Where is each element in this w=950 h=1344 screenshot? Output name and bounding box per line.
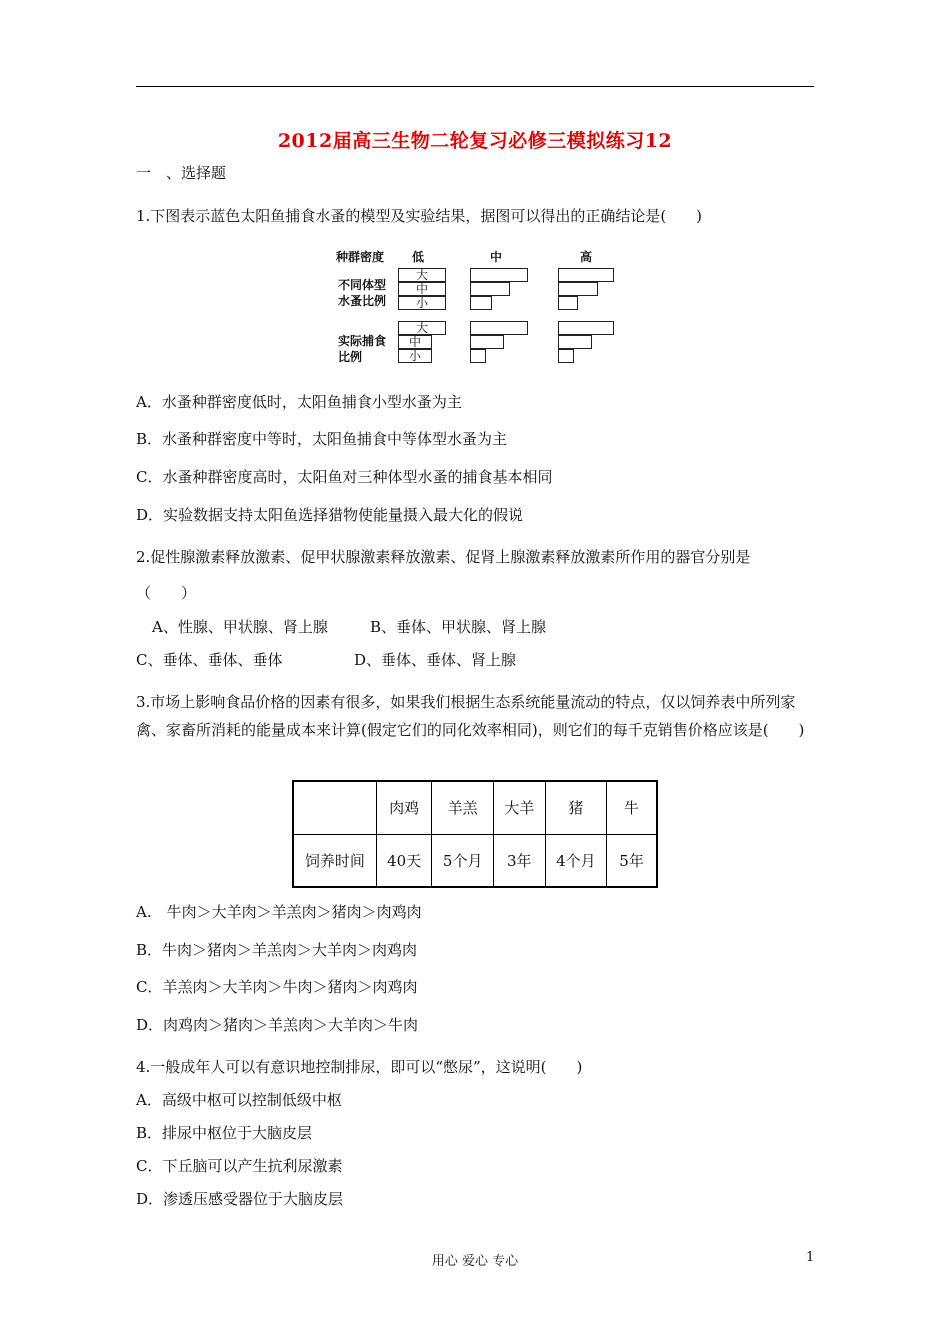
fig-bar-r1-high-mid bbox=[558, 282, 598, 296]
fig-bar-r2-mid-mid bbox=[470, 335, 504, 349]
table-cell: 3年 bbox=[493, 834, 545, 887]
fig-bar-r2-low-small: 小 bbox=[398, 349, 432, 363]
table-header-cell: 肉鸡 bbox=[376, 781, 432, 834]
q3-option-d: D．肉鸡肉＞猪肉＞羊羔肉＞大羊肉＞牛肉 bbox=[136, 1016, 419, 1034]
fig-bar-r2-high-small bbox=[558, 349, 574, 363]
q1-option-a: A．水蚤种群密度低时，太阳鱼捕食小型水蚤为主 bbox=[136, 393, 462, 411]
q3-stem: 3.市场上影响食品价格的因素有很多，如果我们根据生态系统能量流动的特点，仅以饲养表中所列家禽、家畜所消耗的能量成本来计算(假定它们的同化效率相同)，则它们的每千克销售价格应该是( ) bbox=[136, 693, 805, 739]
q2-stem: 2.促性腺激素释放激素、促甲状腺激素释放激素、促肾上腺激素释放激素所作用的器官分别是 bbox=[136, 548, 751, 566]
q3-option-a: A. 牛肉＞大羊肉＞羊羔肉＞猪肉＞肉鸡肉 bbox=[136, 903, 422, 921]
q3-option-b: B．牛肉＞猪肉＞羊羔肉＞大羊肉＞肉鸡肉 bbox=[136, 941, 418, 959]
q1-stem: 1.下图表示蓝色太阳鱼捕食水蚤的模型及实验结果，据图可以得出的正确结论是( ) bbox=[136, 207, 703, 225]
fig-bar-r1-high-small bbox=[558, 296, 578, 310]
q4-option-c: C．下丘脑可以产生抗利尿激素 bbox=[136, 1157, 343, 1175]
q4-option-b: B．排尿中枢位于大脑皮层 bbox=[136, 1124, 313, 1142]
fig-density-mid: 中 bbox=[490, 250, 503, 264]
fig-bar-r2-low-large: 大 bbox=[398, 321, 446, 335]
table-header-cell: 猪 bbox=[545, 781, 606, 834]
fig-bar-r2-mid-large bbox=[470, 321, 528, 335]
q4-stem: 4.一般成年人可以有意识地控制排尿，即可以“憋尿”，这说明( ) bbox=[136, 1058, 583, 1076]
q4-option-d: D．渗透压感受器位于大脑皮层 bbox=[136, 1190, 344, 1208]
fig-row1-label-1: 不同体型 bbox=[338, 278, 387, 292]
table-row bbox=[293, 781, 657, 834]
fig-bar-r1-low-mid: 中 bbox=[398, 282, 446, 296]
section-heading: 一 、选择题 bbox=[136, 164, 227, 182]
table-row bbox=[293, 834, 657, 887]
fig-bar-r1-low-small: 小 bbox=[398, 296, 446, 310]
table-header-cell: 牛 bbox=[607, 781, 657, 834]
fig-row2-label-2: 比例 bbox=[338, 350, 363, 364]
fig-bar-r2-high-large bbox=[558, 321, 614, 335]
table-cell: 40天 bbox=[376, 834, 432, 887]
q3-option-c: C．羊羔肉＞大羊肉＞牛肉＞猪肉＞肉鸡肉 bbox=[136, 978, 418, 996]
fig-bar-r1-high-large bbox=[558, 268, 614, 282]
q1-option-c: C．水蚤种群密度高时，太阳鱼对三种体型水蚤的捕食基本相同 bbox=[136, 468, 553, 486]
q2-option-c: C、垂体、垂体、垂体 bbox=[136, 651, 283, 669]
fig-row2-label-1: 实际捕食 bbox=[338, 334, 387, 348]
q2-option-b: B、垂体、甲状腺、肾上腺 bbox=[370, 618, 547, 636]
page-title: 2012届高三生物二轮复习必修三模拟练习12 bbox=[277, 130, 673, 152]
table-cell: 4个月 bbox=[545, 834, 606, 887]
q4-option-a: A．高级中枢可以控制低级中枢 bbox=[136, 1091, 342, 1109]
fig-bar-r2-mid-small bbox=[470, 349, 486, 363]
table-header-cell: 羊羔 bbox=[432, 781, 493, 834]
table-row-label: 饲养时间 bbox=[293, 834, 376, 887]
fig-header-label: 种群密度 bbox=[336, 250, 385, 264]
fig-bar-r1-low-large: 大 bbox=[398, 268, 446, 282]
table-cell: 5年 bbox=[607, 834, 657, 887]
q2-option-d: D、垂体、垂体、肾上腺 bbox=[354, 651, 517, 669]
q2-paren: （ ） bbox=[136, 584, 197, 602]
fig-density-high: 高 bbox=[580, 250, 593, 264]
fig-bar-r2-high-mid bbox=[558, 335, 592, 349]
table-header-cell: 大羊 bbox=[493, 781, 545, 834]
fig-bar-r1-mid-small bbox=[470, 296, 492, 310]
q2-option-a: A、性腺、甲状腺、肾上腺 bbox=[152, 618, 328, 636]
q3-table bbox=[292, 780, 658, 888]
fig-bar-r2-low-mid: 中 bbox=[398, 335, 432, 349]
fig-bar-r1-mid-large bbox=[470, 268, 528, 282]
q1-figure bbox=[330, 244, 630, 372]
fig-density-low: 低 bbox=[412, 250, 425, 264]
table-cell: 5个月 bbox=[432, 834, 493, 887]
q1-option-d: D．实验数据支持太阳鱼选择猎物使能量摄入最大化的假说 bbox=[136, 506, 524, 524]
header-rule bbox=[136, 86, 814, 87]
footer-text: 用心 爱心 专心 bbox=[431, 1254, 519, 1269]
fig-bar-r1-mid-mid bbox=[470, 282, 510, 296]
table-header-cell bbox=[293, 781, 376, 834]
q1-option-b: B．水蚤种群密度中等时，太阳鱼捕食中等体型水蚤为主 bbox=[136, 430, 508, 448]
fig-row1-label-2: 水蚤比例 bbox=[338, 294, 387, 308]
page-number: 1 bbox=[806, 1250, 815, 1265]
